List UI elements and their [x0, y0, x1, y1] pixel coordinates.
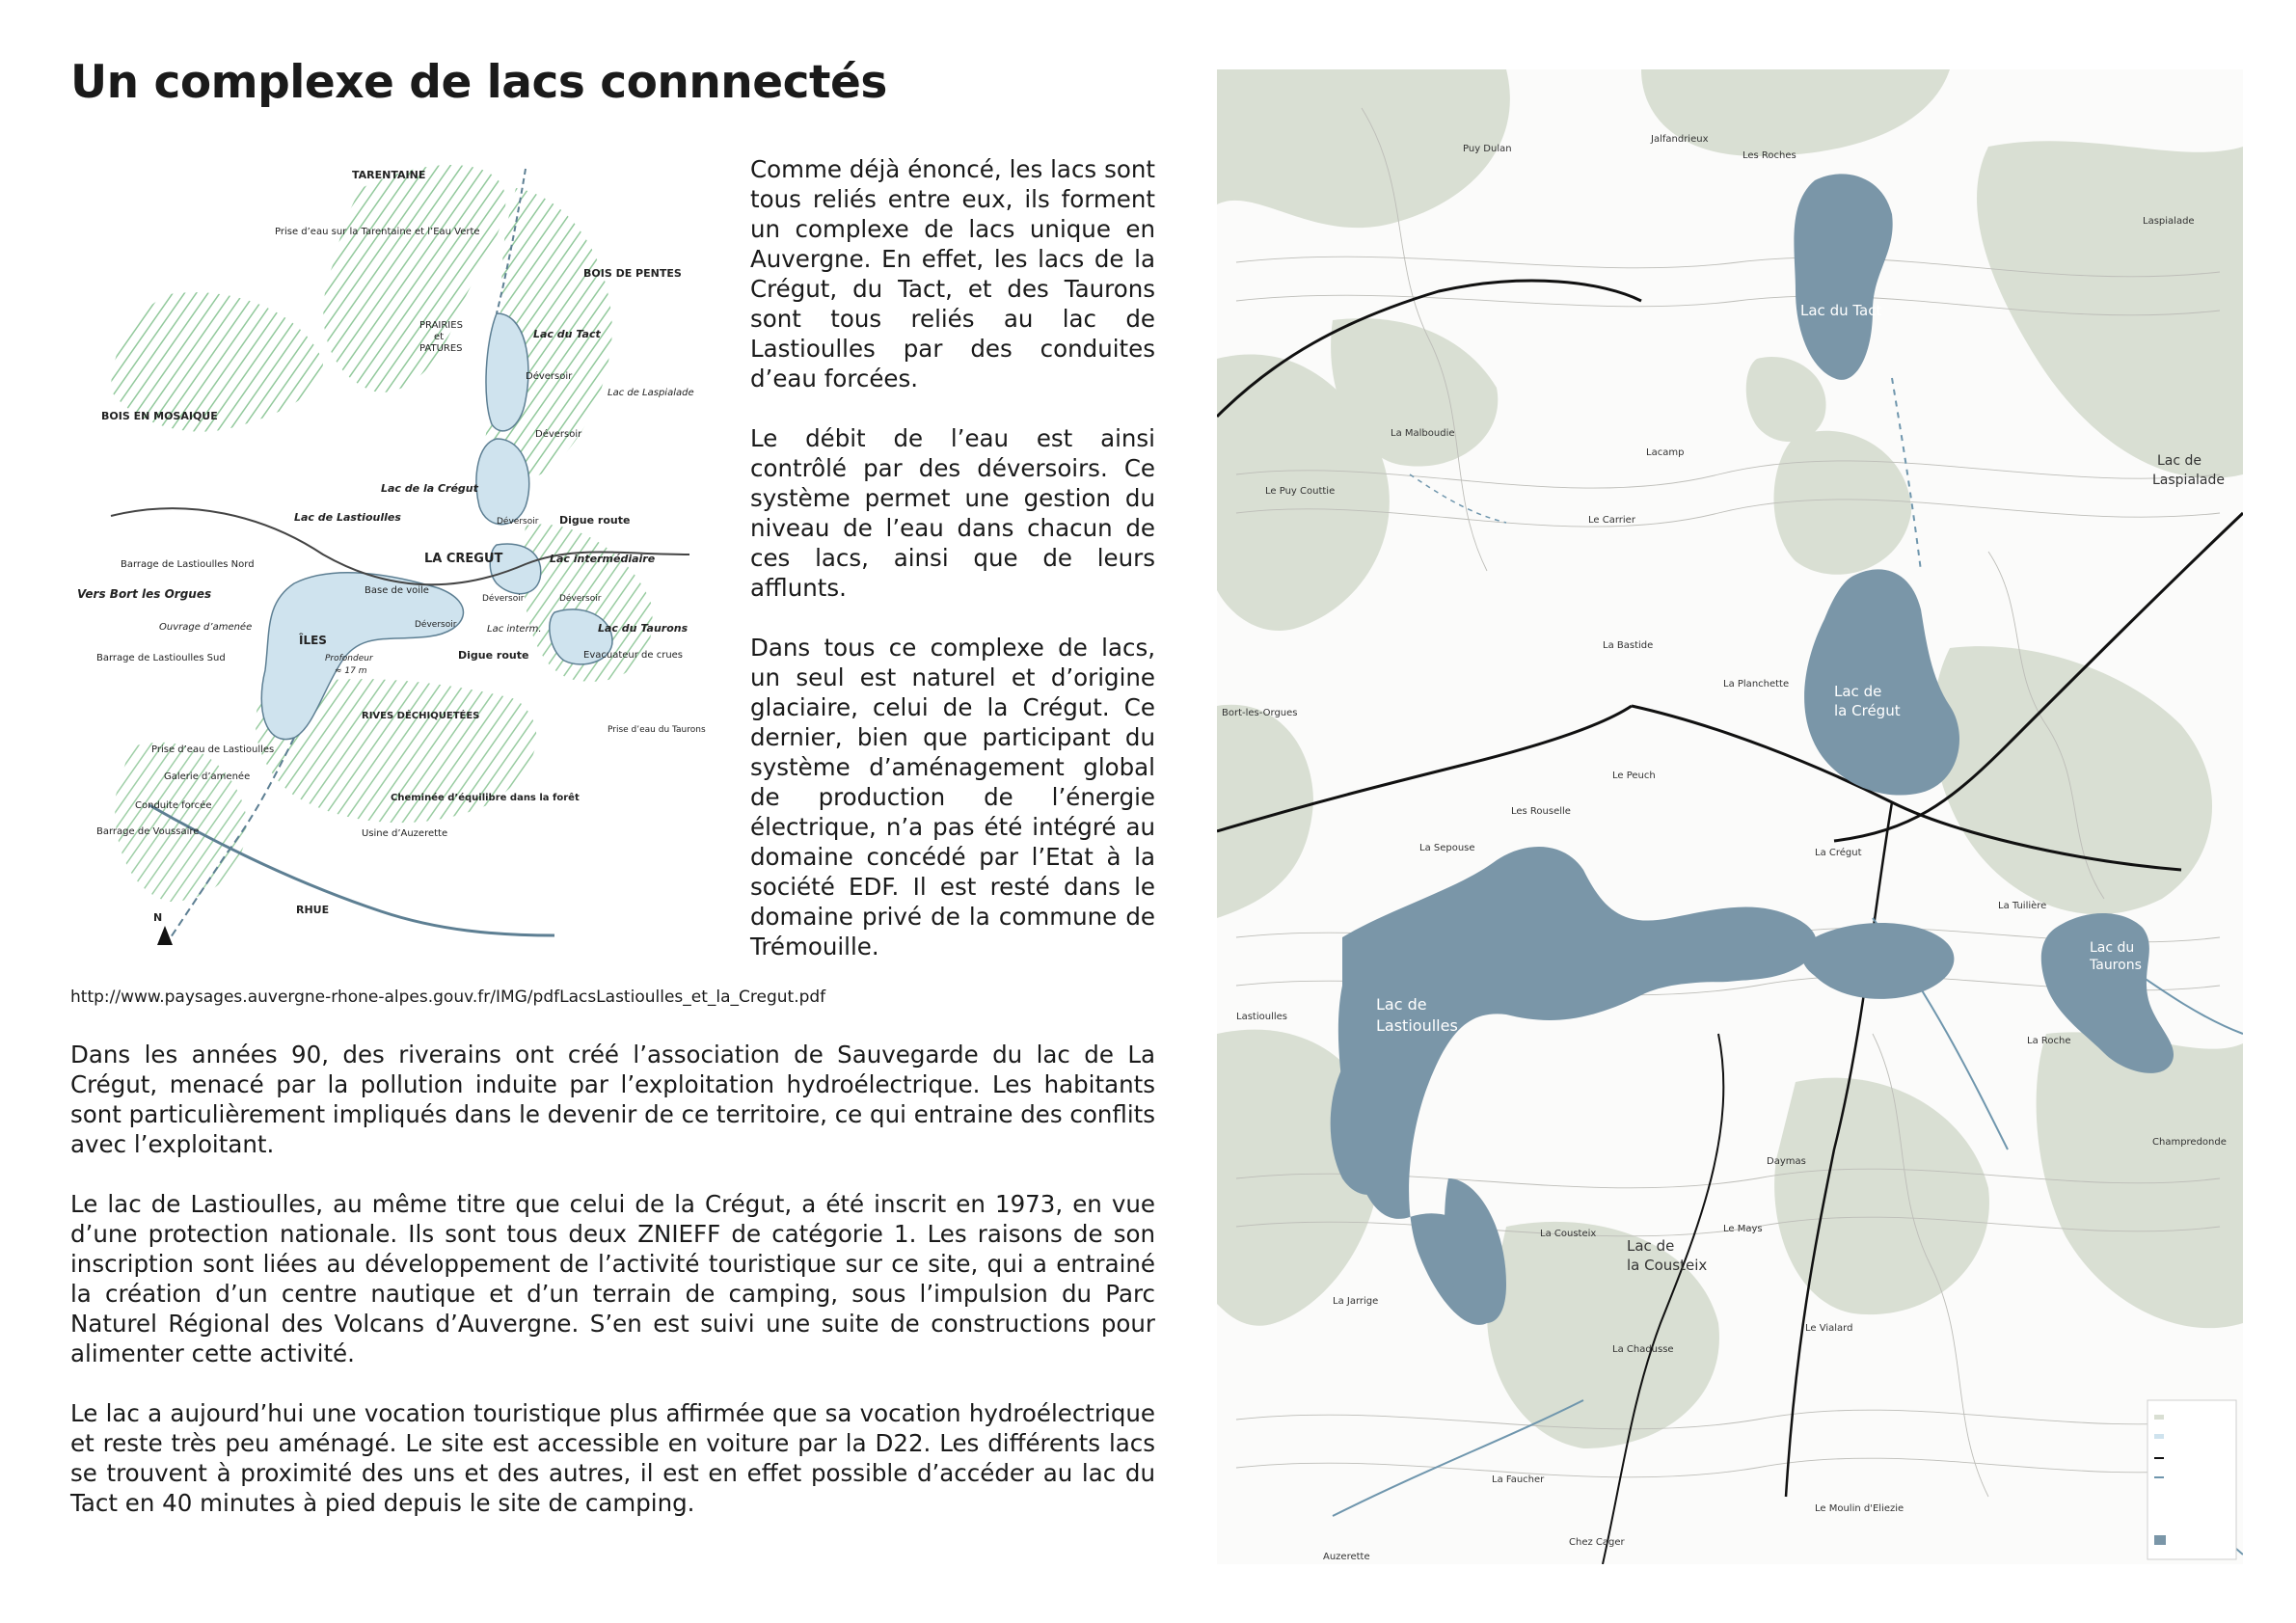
place-label: Le Peuch [1612, 771, 1656, 781]
source-url: http://www.paysages.auvergne-rhone-alpes.gouv.fr/IMG/pdfLacsLastioulles_et_la_Cregut.pdf [70, 987, 826, 1007]
place-label: La Cousteix [1540, 1229, 1597, 1239]
label-barrage-nord: Barrage de Lastioulles Nord [121, 559, 255, 570]
label-deversoir-1: Déversoir [526, 371, 573, 382]
label-usine: Usine d’Auzerette [362, 828, 448, 839]
north-arrow-label: N [153, 911, 163, 924]
place-label: Les Roches [1742, 150, 1796, 161]
place-label: La Faucher [1492, 1474, 1545, 1485]
place-label: Laspialade [2143, 216, 2195, 227]
label-bois-pentes: BOIS DE PENTES [583, 267, 682, 280]
topographic-map [1217, 69, 2243, 1564]
intro-paragraph: Dans tous ce complexe de lacs, un seul est naturel et d’origine glaciaire, celui de la Crégut. Ce dernier, bien que participant du système d’aménagement global de production de l’énergie électrique, n’a pas été intégré au domaine concédé par l’Etat à la société EDF. Il est resté dans le domaine privé de la commune de Trémouille. [750, 634, 1155, 960]
label-lac-interm: Lac interm. [487, 624, 542, 635]
place-label: Champredonde [2152, 1137, 2227, 1148]
label-barrage-sud: Barrage de Lastioulles Sud [96, 653, 226, 663]
place-label: Puy Dulan [1463, 144, 1512, 154]
place-label: Bort-les-Orgues [1222, 708, 1298, 718]
label-digue-route-2: Digue route [458, 649, 529, 662]
label-lac-tact: Lac du Tact [533, 328, 601, 340]
label-bois-mosaique: BOIS EN MOSAIQUE [101, 410, 218, 422]
label-barrage-voussaire: Barrage de Voussaire [96, 826, 200, 837]
place-label: La Bastide [1603, 640, 1654, 651]
label-rives: RIVES DÉCHIQUETÉES [362, 711, 480, 721]
place-label: Le Vialard [1805, 1323, 1853, 1334]
map-label-lac-taurons-2: Taurons [2090, 958, 2142, 973]
intro-paragraph: Comme déjà énoncé, les lacs sont tous reliés entre eux, ils forment un complexe de lacs unique en Auvergne. En effet, les lacs de la Crégut, du Tact, et des Taurons sont tous reliés au lac de Lastioulles par des conduites d’eau forcées. [750, 155, 1155, 392]
label-lac-intermediaire: Lac intermédiaire [550, 553, 656, 565]
intro-text [750, 154, 1155, 991]
map-label-lac-laspialade-2: Laspialade [2152, 473, 2225, 488]
label-digue-route-1: Digue route [559, 514, 631, 527]
body-paragraph: Le lac de Lastioulles, au même titre que celui de la Crégut, a été inscrit en 1973, en vue d’une protection nationale. Ils sont tous deux ZNIEFF de catégorie 1. Les raisons de son inscription sont liées au développement de l’activité touristique sur ce site, qui a entrainé la création d’un centre nautique et d’un terrain de camping, sous l’impulsion du Parc Naturel Régional des Volcans d’Auvergne. S’en est suivi une suite de constructions pour alimenter cette activité. [70, 1190, 1155, 1367]
schematic-lake-map [72, 149, 738, 945]
place-label: La Tuilière [1998, 901, 2047, 911]
label-deversoir-2: Déversoir [535, 429, 582, 440]
place-label: Les Rouselle [1511, 806, 1571, 817]
body-paragraph: Dans les années 90, des riverains ont créé l’association de Sauvegarde du lac de La Crégut, menacé par la pollution induite par l’exploitation hydroélectrique. Les habitants sont particulièrement impliqués dans le devenir de ce territoire, ce qui entraine des conflits avec l’exploitant. [70, 1041, 1155, 1158]
label-la-cregut: LA CREGUT [424, 552, 503, 566]
map-label-lac-lastioulles-1: Lac de [1376, 995, 1427, 1014]
body-paragraph: Le lac a aujourd’hui une vocation touristique plus affirmée que sa vocation hydroélectrique et reste très peu aménagé. Le site est accessible en voiture par la D22. Les différents lacs se trouvent à proximité des uns et des autres, il est en effet possible d’accéder au lac du Tact en 40 minutes à pied depuis le site de camping. [70, 1399, 1155, 1517]
map-legend [2147, 1400, 2236, 1559]
place-label: Lacamp [1646, 447, 1685, 458]
place-label: Lastioulles [1236, 1012, 1287, 1022]
page-title: Un complexe de lacs connnectés [70, 56, 887, 109]
label-et: et [434, 332, 445, 342]
map-label-lac-tact: Lac du Tact [1800, 302, 1882, 319]
label-ouvrage-amenee: Ouvrage d’amenée [159, 622, 253, 633]
label-deversoir-4: Déversoir [482, 594, 525, 604]
place-label: La Chadusse [1612, 1344, 1674, 1355]
place-label: Le Mays [1723, 1224, 1763, 1234]
label-deversoir-6: Déversoir [415, 620, 457, 630]
label-lac-taurons: Lac du Taurons [598, 622, 689, 635]
label-lac-lastioulles: Lac de Lastioulles [294, 511, 401, 524]
label-vers-bort: Vers Bort les Orgues [77, 587, 212, 601]
map-label-lac-cregut-1: Lac de [1834, 683, 1882, 700]
label-cheminee: Cheminée d’équilibre dans la forêt [391, 793, 580, 803]
label-evacuateur: Evacuateur de crues [583, 650, 684, 661]
label-patures: PATURES [419, 343, 463, 354]
label-prairies: PRAIRIES [419, 320, 463, 331]
lake-cregut [476, 439, 529, 525]
place-label: La Planchette [1723, 679, 1790, 690]
label-lac-cregut: Lac de la Crégut [381, 482, 478, 495]
intro-paragraph: Le débit de l’eau est ainsi contrôlé par des déversoirs. Ce système permet une gestion du niveau de l’eau dans chacun de ces lacs, ainsi que de leurs afflunts. [750, 424, 1155, 602]
place-label: La Sepouse [1419, 843, 1475, 853]
map-label-lac-cregut-2: la Crégut [1834, 702, 1901, 719]
label-profondeur: Profondeur [325, 654, 373, 663]
label-lac-laspialade: Lac de Laspialade [608, 388, 694, 398]
place-label: La Roche [2027, 1036, 2071, 1046]
place-label: La Crégut [1815, 848, 1862, 858]
label-deversoir-5: Déversoir [559, 594, 602, 604]
label-depth: ≈ 17 m [335, 666, 367, 676]
label-base-voile: Base de voile [365, 585, 429, 596]
label-galerie: Galerie d’amenée [164, 771, 251, 782]
place-label: Le Puy Couttie [1265, 486, 1336, 497]
place-label: Auzerette [1323, 1552, 1370, 1562]
map-label-lac-laspialade-1: Lac de [2157, 453, 2202, 469]
label-iles: ÎLES [299, 634, 327, 647]
label-deversoir-3: Déversoir [497, 517, 539, 527]
place-label: Le Carrier [1588, 515, 1635, 526]
north-arrow-icon [157, 926, 173, 945]
place-label: La Jarrige [1333, 1296, 1379, 1307]
map-label-lac-cousteix-1: Lac de [1627, 1237, 1675, 1255]
label-conduite: Conduite forcée [135, 800, 212, 811]
forest-area-north [323, 165, 505, 392]
map-label-lac-cousteix-2: la Cousteix [1627, 1257, 1708, 1274]
place-label: Le Moulin d'Eliezie [1815, 1503, 1904, 1514]
label-tarentaine: TARENTAINE [352, 169, 426, 181]
label-prise-taurons: Prise d’eau du Taurons [608, 725, 706, 735]
place-label: Chez Cager [1569, 1537, 1625, 1548]
body-text [70, 1040, 1155, 1548]
map-label-lac-taurons-1: Lac du [2090, 940, 2135, 956]
place-label: La Malboudie [1391, 428, 1455, 439]
label-prise-tarentaine: Prise d’eau sur la Tarentaine et l’Eau Verte [275, 227, 480, 237]
place-label: Daymas [1767, 1156, 1806, 1167]
place-label: Jalfandrieux [1651, 134, 1709, 145]
label-prise-lastioulles: Prise d’eau de Lastioulles [151, 744, 275, 755]
label-rhue: RHUE [296, 904, 330, 916]
map-label-lac-lastioulles-2: Lastioulles [1376, 1016, 1458, 1035]
